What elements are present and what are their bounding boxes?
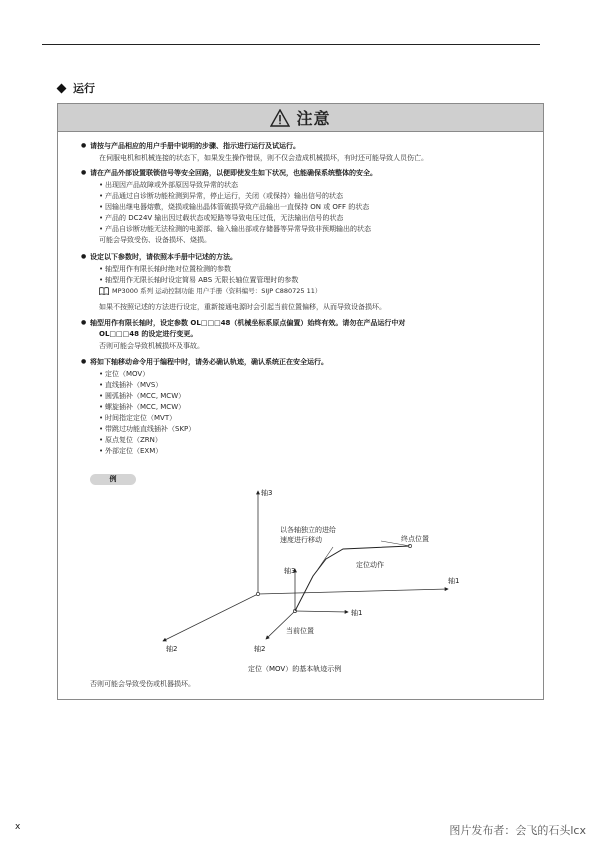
- note-independent-speed-2: 速度进行移动: [280, 536, 322, 544]
- caution-box: [57, 103, 544, 700]
- body-text: 可能会导致受伤、设备损坏、烧损。: [99, 236, 211, 244]
- body-text: 否则可能会导致机械损坏及事故。: [99, 342, 204, 350]
- label-current-position: 当前位置: [286, 627, 314, 635]
- label-axis2-global: 轴2: [166, 645, 178, 653]
- bullet-item: ● 轴型用作有限长轴时，设定参数 OL□□□48（机械坐标系原点偏置）始终有效。请勿在产品运行中对: [90, 318, 405, 328]
- caution-title: 注意: [296, 109, 331, 128]
- diamond-bullet-icon: [57, 83, 67, 93]
- warning-triangle-icon: [270, 109, 290, 127]
- bullet-item: ● 请在产品外部设置联锁信号等安全回路，以便即使发生如下状况，也能确保系统整体的安全。: [90, 168, 377, 178]
- trajectory-path: [295, 546, 410, 611]
- list-item: • 轴型用作无限长轴时设定简易 ABS 无限长轴位置管理时的参数: [105, 275, 298, 285]
- diagram-caption: 定位（MOV）的基本轨迹示例: [248, 665, 342, 673]
- manual-reference: MP3000 系列 运动控制功能 用户手册（资料编号：SIJP C880725 11）: [112, 287, 322, 295]
- body-text: 在伺服电机和机械连接的状态下，如果发生操作错误，则不仅会造成机械损坏，有时还可能导致人员伤亡。: [99, 154, 428, 162]
- list-item: • 螺旋插补（MCC, MCW）: [105, 402, 185, 412]
- caution-header: [58, 104, 543, 132]
- label-axis3-global: 轴3: [261, 489, 273, 497]
- mov-trajectory-diagram: [148, 479, 468, 684]
- label-positioning-motion: 定位动作: [356, 561, 384, 569]
- manual-book-icon: [99, 287, 109, 295]
- list-item: • 因输出继电器熔敷，烧损或输出晶体管破损导致产品输出一直保持 ON 或 OFF 的状态: [105, 202, 369, 212]
- list-item: • 产品通过自诊断功能检测到异常，停止运行，关闭（或保持）输出信号的状态: [105, 191, 343, 201]
- label-axis1-local: 轴1: [351, 609, 363, 617]
- list-item: • 带跳过功能直线插补（SKP）: [105, 424, 195, 434]
- body-text: 如果不按照记述的方法进行设定，重新接通电源时会引起当前位置偏移，从而导致设备损坏。: [99, 303, 386, 311]
- label-axis1-global: 轴1: [448, 577, 460, 585]
- list-item: • 轴型用作有限长轴时绝对位置检测的参数: [105, 264, 231, 274]
- bullet-item: ● 设定以下参数时，请依照本手册中记述的方法。: [90, 252, 237, 262]
- bullet-item: ● 将如下轴移动命令用于编程中时，请务必确认轨迹，确认系统正在安全运行。: [90, 357, 328, 367]
- top-rule: [42, 44, 540, 45]
- page-marker: x: [15, 822, 21, 832]
- list-item: • 出现因产品故障或外部原因导致异常的状态: [105, 180, 238, 190]
- watermark: 图片发布者：会飞的石头lcx: [449, 824, 586, 837]
- list-item: • 时间指定定位（MVT）: [105, 413, 176, 423]
- global-axis-2: [163, 594, 258, 641]
- section-heading: [58, 80, 95, 96]
- local-axis-1: [295, 611, 348, 612]
- note-independent-speed-1: 以各轴独立的进给: [280, 526, 336, 534]
- list-item: • 产品的 DC24V 输出因过载状态或短路等导致电压过低，无法输出信号的状态: [105, 213, 343, 223]
- list-item: • 定位（MOV）: [105, 369, 149, 379]
- label-axis3-local: 轴3: [284, 567, 296, 575]
- list-item: • 圆弧插补（MCC, MCW）: [105, 391, 185, 401]
- example-label: 例: [90, 474, 136, 485]
- label-end-position: 终点位置: [401, 535, 429, 543]
- bullet-continuation: OL□□□48 的设定进行变更。: [99, 330, 198, 338]
- global-axis-1: [258, 589, 448, 594]
- list-item: • 原点复位（ZRN）: [105, 435, 162, 445]
- section-title: 运行: [73, 82, 95, 95]
- bullet-item: ● 请按与产品相应的用户手册中说明的步骤、指示进行运行及试运行。: [90, 141, 300, 151]
- list-item: • 外部定位（EXM）: [105, 446, 162, 456]
- note-leader: [318, 547, 333, 569]
- list-item: • 直线插补（MVS）: [105, 380, 162, 390]
- label-axis2-local: 轴2: [254, 645, 266, 653]
- footnote: 否则可能会导致受伤或机器损坏。: [90, 680, 195, 688]
- list-item: • 产品自诊断功能无法检测的电源部、输入输出部或存储器等异常导致非预期输出的状态: [105, 224, 371, 234]
